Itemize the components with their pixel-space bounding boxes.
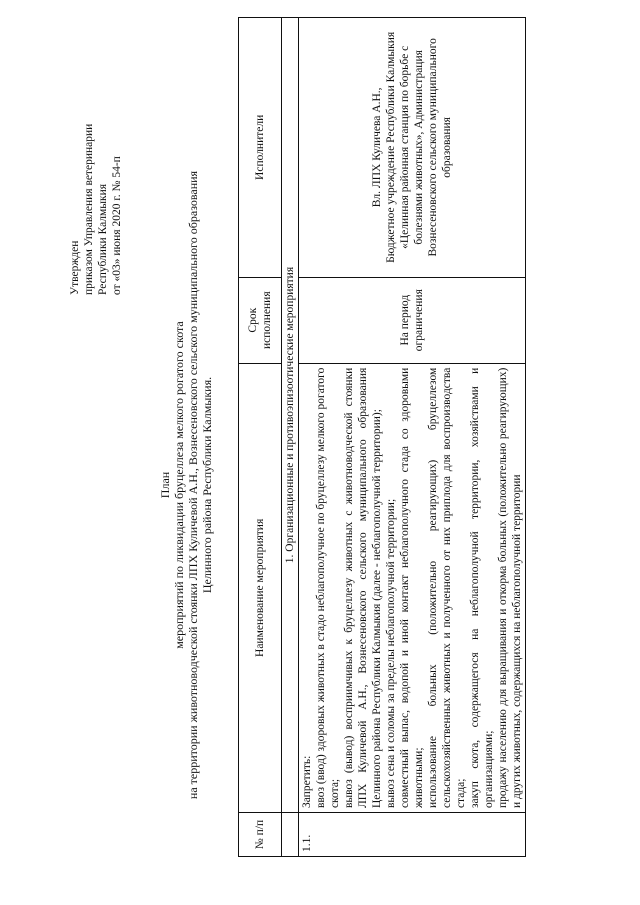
measure-line: продажу населению для выращивания и откорма больных (положительно реагирующих) и других животных, содержащихся на неблагополучной территории bbox=[497, 367, 523, 809]
measure-line: использование больных (положительно реагирующих) бруцеллезом сельскохозяйственных животных и полученного от них приплода для воспроизводства стада; bbox=[427, 367, 467, 809]
executor-line: Вл. ЛПХ Куличева А.Н., bbox=[371, 87, 383, 208]
measure-line: совместный выпас, водопой и иной контакт неблагополучного стада со здоровыми животными; bbox=[399, 367, 425, 809]
header-exec: Исполнители bbox=[239, 18, 282, 278]
measure-line: вывоз (вывод) восприимчивых к бруцеллезу животных с животноводческой стоянки ЛПХ Куличевой А.Н., Вознесеновского сельского муниципального образования Целинного района Республики Калмыкия (далее - неблагополучной территории); bbox=[343, 367, 383, 809]
approval-block bbox=[68, 15, 124, 295]
table-header-row bbox=[239, 18, 282, 857]
measure-line: Запретить: bbox=[301, 755, 313, 809]
title-line: Целинного района Республики Калмыкия. bbox=[200, 376, 214, 594]
executor-line: Бюджетное учреждение Республики Калмыкия «Целинная районная станция по борьбе с болезнями животных», Администрация Вознесеновского сельского муниципального образования bbox=[385, 31, 453, 263]
header-name: Наименование мероприятия bbox=[239, 363, 282, 812]
section-title: 1. Организационные и противоэпизоотические мероприятия bbox=[282, 18, 299, 813]
section-spacer bbox=[282, 813, 299, 857]
header-term: Срок исполнения bbox=[239, 277, 282, 363]
header-num: № п/п bbox=[239, 813, 282, 857]
table-row bbox=[299, 18, 526, 857]
measure-line: закуп скота, содержащегося на неблагополучной территории, хозяйствами и организациями; bbox=[469, 367, 495, 809]
measures-table bbox=[238, 17, 526, 857]
approval-line: от «03» июня 2020 г. № 54-п bbox=[111, 156, 123, 295]
section-row bbox=[282, 18, 299, 857]
title-line: на территории животноводческой стоянки ЛПХ Куличевой А.Н., Вознесеновского сельского муниципального образования bbox=[186, 170, 200, 800]
approval-line: приказом Управления ветеринарии bbox=[83, 123, 95, 295]
row-term: На период ограничения bbox=[299, 277, 526, 363]
row-executors bbox=[299, 18, 526, 278]
document-title bbox=[158, 125, 214, 845]
measure-line: ввоз (ввод) здоровых животных в стадо неблагополучное по бруцеллезу мелкого рогатого скота; bbox=[315, 367, 341, 809]
title-line: мероприятий по ликвидации бруцеллеза мелкого рогатого скота bbox=[172, 321, 186, 649]
approval-line: Республики Калмыкия bbox=[97, 183, 109, 295]
approval-line: Утвержден bbox=[69, 240, 81, 295]
row-measure bbox=[299, 363, 526, 812]
title-line: План bbox=[158, 471, 172, 499]
measure-line: вывоз сена и соломы за пределы неблагополучной территории; bbox=[385, 498, 397, 809]
row-num: 1.1. bbox=[299, 813, 526, 857]
